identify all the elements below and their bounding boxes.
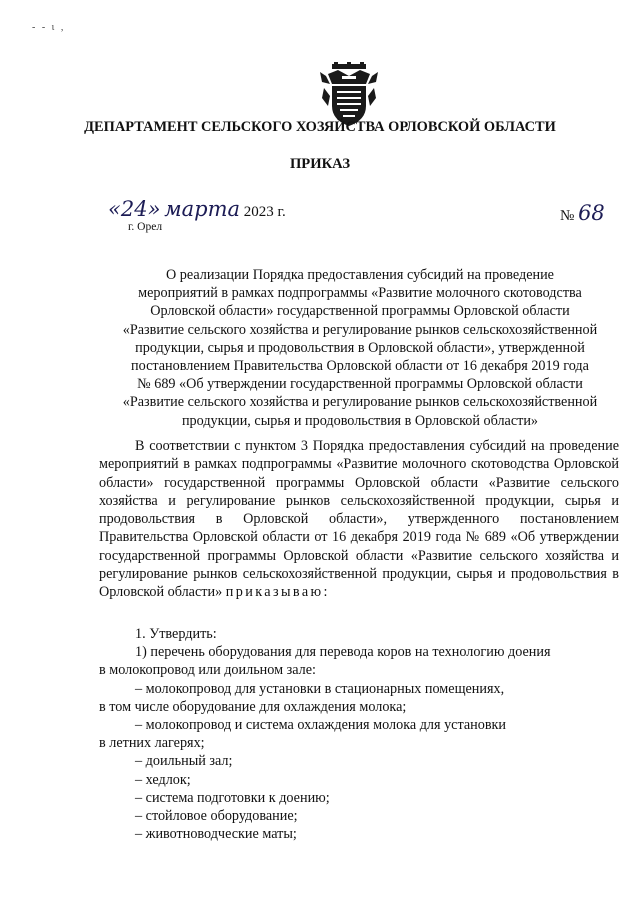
date-year: 2023 г. <box>243 204 286 220</box>
subitem-1-line: 1) перечень оборудования для перевода коров на технологию доения <box>135 644 551 661</box>
order-subject <box>90 266 630 430</box>
date-close-quote: » <box>147 197 161 221</box>
date-day-handwritten: 24 <box>120 197 148 221</box>
subject-line: Орловской области» государственной программы Орловской области <box>150 303 570 320</box>
equipment-item: – доильный зал; <box>135 753 233 770</box>
subject-line: мероприятий в рамках подпрограммы «Развитие молочного скотоводства <box>138 285 582 302</box>
equipment-item: – хедлок; <box>135 771 191 788</box>
item-1: 1. Утвердить: <box>135 626 217 642</box>
subject-line: «Развитие сельского хозяйства и регулирование рынков сельскохозяйственной <box>122 394 598 411</box>
preamble-text: В соответствии с пунктом 3 Порядка предоставления субсидий на проведение мероприятий в рамках подпрограммы «Развитие молочного скотоводства Орловской области» государственной программы Орловской области «Развитие сельского хозяйства и регулирование рынков сельскохозяйственной продукции, сырья и продовольствия в Орловской области», утвержденного постановлением Правительства Орловской области от 16 декабря 2019 года № 689 «Об утверждении государственной программы Орловской области «Развитие сельского хозяйства и регулирование рынков сельскохозяйственной продукции, сырья и продовольствия в Орловской области» <box>99 438 619 601</box>
date-line <box>108 197 286 221</box>
document-type-title: ПРИКАЗ <box>289 156 351 172</box>
equipment-item: – молокопровод и система охлаждения молока для установки <box>135 717 507 734</box>
subject-line: продукции, сырья и продовольствия в Орловской области» <box>181 412 539 429</box>
subject-line: продукции, сырья и продовольствия в Орловской области», утвержденной <box>135 339 585 356</box>
order-word: приказываю: <box>225 584 330 601</box>
order-number <box>560 201 605 225</box>
equipment-item: в том числе оборудование для охлаждения молока; <box>99 698 407 715</box>
subject-line: № 689 «Об утверждении государственной программы Орловской области <box>137 376 583 393</box>
preamble-paragraph <box>99 437 619 602</box>
subject-line: «Развитие сельского хозяйства и регулирование рынков сельскохозяйственной <box>122 321 598 338</box>
equipment-item: в летних лагерях; <box>99 735 205 752</box>
department-title: ДЕПАРТАМЕНТ СЕЛЬСКОГО ХОЗЯЙСТВА ОРЛОВСКОЙ ОБЛАСТИ <box>84 119 556 135</box>
order-items <box>99 625 619 843</box>
date-open-quote: « <box>108 197 121 221</box>
subject-line: О реализации Порядка предоставления субсидий на проведение <box>166 267 554 283</box>
equipment-item: – животноводческие маты; <box>135 826 297 843</box>
subitem-1-line: в молокопровод или доильном зале: <box>99 662 316 679</box>
date-month-handwritten: марта <box>164 197 241 221</box>
scan-corner-marks: - - ι , <box>32 22 66 33</box>
order-number-handwritten: 68 <box>578 201 605 225</box>
subject-line: постановлением Правительства Орловской области от 16 декабря 2019 года <box>131 358 589 375</box>
number-sign: № <box>560 208 575 224</box>
equipment-item: – система подготовки к доению; <box>135 789 330 806</box>
equipment-item: – стойловое оборудование; <box>135 808 298 825</box>
equipment-item: – молокопровод для установки в стационарных помещениях, <box>135 680 505 697</box>
city-label: г. Орел <box>128 221 163 233</box>
